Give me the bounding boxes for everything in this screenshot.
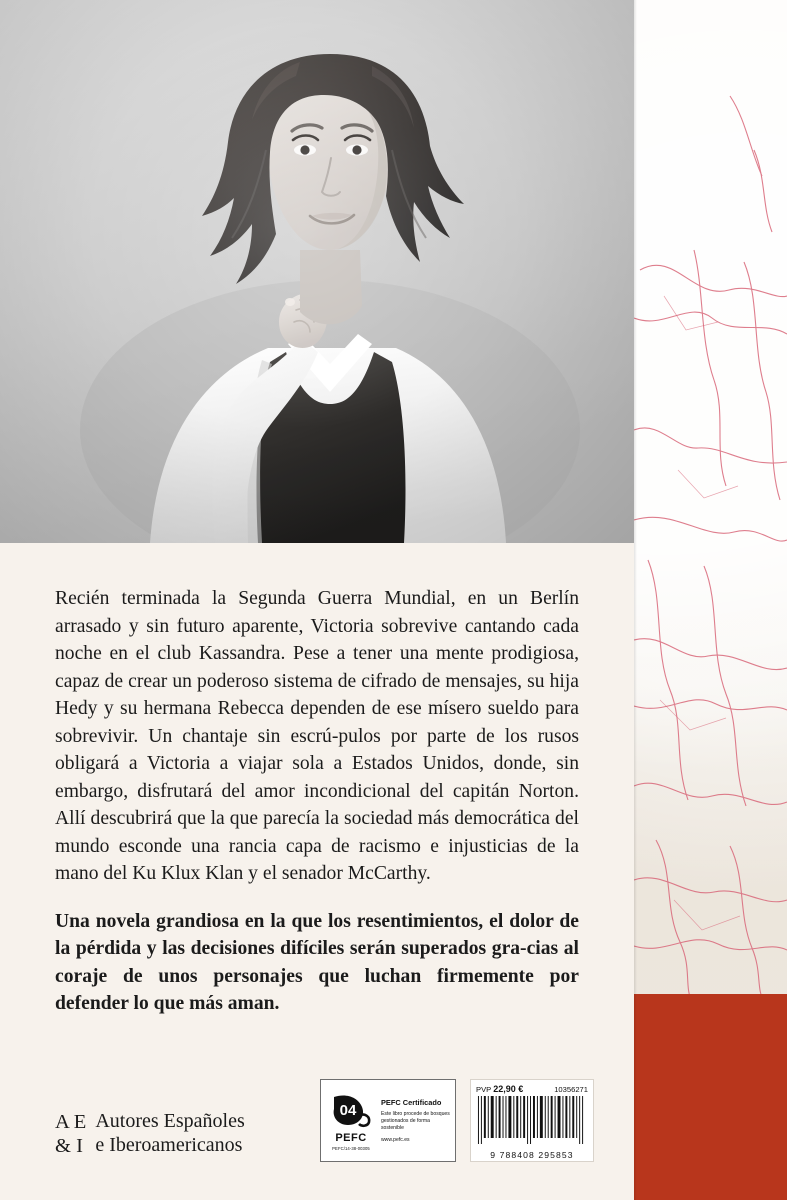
strip-color-block	[634, 994, 787, 1200]
pefc-code: PEFC/14-38-00305	[332, 1145, 370, 1151]
publisher-logo	[55, 1110, 245, 1158]
pefc-url: www.pefc.es	[381, 1136, 410, 1143]
pefc-certificate-badge	[320, 1079, 456, 1162]
blurb-paragraph-synopsis: Recién terminada la Segunda Guerra Mundial, en un Berlín arrasado y sin futuro aparente, Victoria sobrevive cantando cada noche en el club Kassandra. Pese a tener una mente prodigiosa, capaz de crear un poderoso sistema de cifrado de mensajes, su hija Hedy y su hermana Rebecca dependen de ese mísero sueldo para sobrevivir. Un chantaje sin escrú-pulos por parte de los rusos obligará a Victoria a viajar sola a Estados Unidos, donde, sin embargo, disfrutará del amor incondicional del capitán Norton. Allí descubrirá que la que parecía la sociedad más democrática del mundo esconde una rancia capa de racismo e injusticias de la mano del Ku Klux Klan y el senador McCarthy.	[55, 588, 579, 885]
pvp-text: PVP	[476, 1085, 492, 1094]
strip-inner-shadow	[634, 0, 637, 1200]
publisher-monogram-line-2: & I	[55, 1134, 83, 1157]
publisher-monogram	[55, 1110, 86, 1158]
publisher-name-line-2: e Iberoamericanos	[95, 1133, 243, 1156]
price-value: 22,90 €	[493, 1084, 524, 1094]
svg-text:04: 04	[339, 1101, 357, 1119]
photo-vignette	[0, 0, 634, 543]
book-blurb	[55, 585, 579, 1018]
publisher-name	[95, 1110, 244, 1157]
pefc-wordmark: PEFC	[335, 1131, 367, 1144]
decorative-side-strip	[634, 0, 787, 1200]
pefc-text-block	[381, 1098, 450, 1143]
cover-footer	[0, 1050, 634, 1200]
back-cover-text-area	[0, 543, 634, 1200]
ean13-barcode-icon	[476, 1096, 588, 1144]
ean-digits: 9 788408 295853	[490, 1150, 574, 1160]
pefc-title: PEFC Certificado	[381, 1098, 442, 1108]
publisher-name-line-1: Autores Españoles	[95, 1110, 245, 1133]
publisher-monogram-line-1: A E	[55, 1110, 87, 1133]
blurb-paragraph-highlight: Una novela grandiosa en la que los resentimientos, el dolor de la pérdida y las decisiones difíciles serán superados gra-cias al coraje de unos personajes que luchan firmemente por defender lo que más aman.	[55, 910, 579, 1015]
pefc-tree-icon	[328, 1091, 374, 1131]
author-photo	[0, 0, 634, 543]
sku-number: 10356271	[554, 1085, 588, 1094]
price-label	[476, 1084, 523, 1094]
pefc-description: Este libro procede de bosques gestionados de forma sostenible	[381, 1111, 450, 1131]
pefc-logo	[326, 1091, 376, 1151]
barcode-block	[470, 1079, 594, 1162]
barcode-header	[476, 1084, 588, 1094]
